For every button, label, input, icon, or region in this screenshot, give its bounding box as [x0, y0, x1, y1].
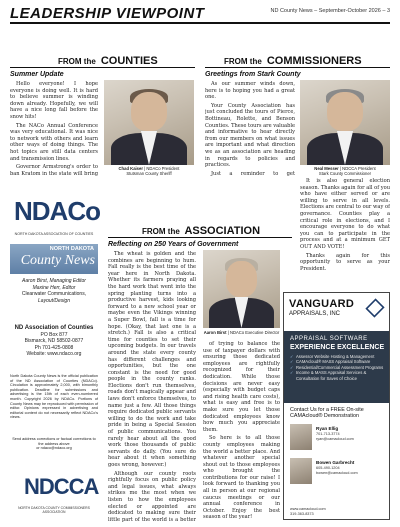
county-news-name: County News	[20, 253, 95, 268]
ad-website[interactable]: www.camacloud.com	[290, 507, 326, 511]
ad-company-name: VANGUARD	[289, 298, 355, 310]
association-head: ASSOCIATION	[184, 225, 261, 237]
commissioners-head: COMMISSIONERS	[266, 55, 362, 67]
neal-messer-caption: Neal Messer | NDCCA President Stark County Commissioner	[314, 166, 376, 176]
association-paragraph: The wheat is golden and the combines are beginning to hum. Fall really is the best time of the year here in North Dakota. Whether its farmers praying all the hard work that went into the spring planting turns into a productive harvest, kids looking forward to a new school year or maybe even the Vikings winning a Super Bowl, fall is a time for hope. (Okay, that last one is a stretch.) Fall is also a critical time for counties to set their upcoming budgets. In our travels around the state every county has different challenges and opportunities, but the one constant is the need for good people in the county ranks. Elections don't run themselves, roads don't magically appear and laws don't enforce themselves, to name just a few. All those things require dedicated public servants willing to do the work and take pride in being a Special Session of public communications. You rarely hear about all the good work those thousands of public servants do daily. (You sure do hear about it when something goes wrong, however.)	[108, 251, 196, 468]
ad-person-details	[316, 432, 354, 441]
org-website[interactable]: Website: www.ndaco.org	[26, 351, 82, 358]
ad-contact-person	[290, 424, 386, 452]
ad-phone: 319-363-8373	[290, 511, 314, 516]
masthead-sidebar	[10, 182, 98, 520]
county-news-logo	[10, 244, 98, 274]
chad-kaiser-photo	[104, 80, 194, 165]
counties-head: COUNTIES	[100, 55, 158, 67]
ad-feature-item: ✓ Assessor Website Hosting & Management	[290, 354, 386, 359]
counties-from: FROM the	[58, 57, 96, 66]
association-heading	[142, 225, 260, 237]
commissioners-article	[205, 81, 295, 177]
staff-list	[10, 278, 98, 304]
vanguard-logo-icon	[365, 298, 384, 317]
caption-county: Stutsman County Sheriff	[126, 171, 172, 176]
staff-line: Maxine Herr, Editor	[32, 284, 76, 291]
commissioners-from: FROM the	[224, 57, 262, 66]
neal-messer-photo	[300, 80, 390, 165]
org-address: Bismarck, ND 58502-0877	[24, 338, 84, 345]
ad-feature-item: ✓ Residential/Commercial Assessment Programs	[290, 365, 386, 370]
commissioners-paragraph: Just a reminder to get	[211, 170, 295, 177]
ad-contact-heading	[290, 407, 364, 420]
ad-feature-item: ✓ Income & MASS Appraisal Services & Consultation for Saves of Choice	[290, 370, 386, 381]
ad-band-heading: EXPERIENCE EXCELLENCE	[290, 344, 385, 351]
avatar	[290, 458, 312, 484]
counties-paragraph: Governor Armstrong's order to ban Kratom in the state will bring	[10, 164, 98, 177]
chad-kaiser-caption: Chad Kaiser | NDACo President Stutsman County Sheriff	[118, 166, 180, 176]
ndcca-logo-subtitle: NORTH DAKOTA COUNTY COMMISSIONERS ASSOCIATION	[18, 506, 90, 514]
org-phone: Ph 701-425-0808	[34, 344, 74, 351]
association-paragraph: of trying to balance the use of taxpayer dollars with ensuring those dedicated employees are rightfully recognized for their dedication. While those decisions are never easy (especially with budget caps and rising health care costs), what is easy and free is to make sure you let those dedicated employees know how much you appreciate them.	[203, 341, 280, 433]
association-from: FROM the	[142, 227, 180, 236]
ad-company-suffix: APPRAISALS, INC	[289, 311, 341, 317]
header-divider	[10, 22, 390, 24]
ad-contact-person	[290, 458, 386, 486]
counties-subtitle: Summer Update	[10, 71, 64, 78]
ad-contact-line: Contact Us for a FREE On-site	[290, 407, 364, 413]
caption-role: NDACo Executive Director	[229, 330, 280, 335]
counties-rule	[10, 67, 195, 68]
ad-feature-item: ✓ CAMAcloud® MASS Appraisal Software	[290, 359, 386, 364]
ad-person-email[interactable]: ryan@camacloud.com	[316, 436, 354, 441]
counties-heading	[58, 55, 158, 67]
commissioners-paragraph: As our summer winds down, here is to hoping you had a great one.	[205, 81, 295, 101]
staff-line: Clearwater Communications,	[21, 291, 87, 298]
page-title: LEADERSHIP VIEWPOINT	[10, 5, 205, 22]
association-article-continued	[203, 341, 280, 521]
association-rule	[108, 237, 292, 238]
ad-person-phone: 605-490-1204	[316, 466, 340, 470]
caption-role: NDCCA President	[342, 166, 376, 171]
commissioners-subtitle: Greetings from Stark County	[205, 71, 301, 78]
ndcca-logo	[10, 474, 98, 520]
caption-name: Aaron Birst	[203, 330, 227, 335]
ad-contact-line: CAMAcloud® Demonstration	[290, 413, 359, 420]
avatar	[290, 424, 312, 450]
corrections-email[interactable]: or ndaco@ndaco.org	[36, 446, 72, 451]
org-address: PO Box 877	[40, 331, 68, 338]
ad-person-name: Ryan Ellig	[316, 426, 339, 431]
ndaco-contact	[10, 325, 98, 358]
counties-paragraph: The NACo Annual Conference was very educational. It was nice to network with others and learn other ways of doing things. The hot topics are still data centers and transmission lines.	[10, 122, 98, 162]
issue-line: ND County News – September-October 2026 – 3	[270, 8, 390, 14]
staff-line: Layout/Design	[38, 297, 70, 304]
vanguard-advertisement[interactable]	[283, 292, 390, 520]
ad-person-name: Bowen Garbrecht	[316, 460, 355, 465]
publication-note: North Dakota County News is the official publication of the ND Association of Counties (NDACo). Circulation is approximately 2,000, with bimonthly publication. Deadline for submissions and advertising is the 15th of each even-numbered month. Copyright 2026 by NDACo. Portions of County News may be reproduced with permission of editor. Opinions expressed in advertising and editorial content do not necessarily reflect NDACo's views.	[10, 374, 98, 420]
caption-county: Stark County Commissioner	[318, 171, 372, 176]
ad-person-details	[316, 466, 358, 475]
commissioners-heading	[224, 55, 362, 67]
corrections-line: Send address corrections or factual corrections to the address above	[12, 437, 96, 446]
caption-role: NDACo President	[146, 166, 180, 171]
ndcca-logo-text: NDCCA	[24, 474, 99, 499]
association-subtitle: Reflecting on 250 Years of Government	[108, 241, 239, 248]
ad-band-title: APPRAISAL SOFTWARE	[290, 336, 368, 342]
county-news-state: NORTH DAKOTA	[49, 246, 94, 252]
aaron-birst-caption: Aaron Birst | NDACo Executive Director	[203, 330, 280, 335]
ad-footer	[290, 507, 326, 516]
association-paragraph: So here is to all those county employees making the world a better place. And whatever another special shout out to those employees who brought the contributions for our raise! I look forward to thanking you all in person at our regional caucus meetings or our annual conference in October. Enjoy the best season of the year!	[203, 435, 280, 521]
commissioners-paragraph: It is also general election season. Thanks again for all of you who have either served or are willing to serve in all levels. Elections are central to our way of governance. Counties play a critical role in elections, and I encourage everyone to do what you can to participate in the process and at a minimum GET OUT AND VOTE!	[300, 178, 390, 250]
caption-name: Neal Messer	[314, 166, 339, 171]
association-article	[108, 251, 196, 523]
commissioners-paragraph: Thanks again for this opportunity to serve as your President.	[300, 252, 390, 270]
staff-line: Aaron Birst, Managing Editor	[22, 278, 86, 284]
commissioners-paragraph: Your County Association has just concluded the tours of Pierce, Bottineau, Rolette, and Benson Counties. These tours are valuable and informative to hear directly from our members on what issues are important and what direction we as an association are heading in regards to policies and practices.	[205, 102, 295, 169]
association-paragraph: Although our county roots rightfully focus on public policy and legal issues, what always strikes me the most when we listen to how the employees elected or appointed are dedicated to making sure their little part of the world is a better	[108, 470, 196, 523]
caption-name: Chad Kaiser	[118, 166, 143, 171]
ad-feature-list	[290, 354, 386, 381]
ad-feature-band	[284, 331, 390, 403]
commissioners-rule	[205, 67, 390, 68]
counties-article	[10, 81, 98, 177]
ad-person-email[interactable]: bowen@camacloud.com	[316, 470, 358, 475]
org-name: ND Association of Counties	[14, 325, 94, 331]
aaron-birst-photo	[203, 250, 280, 328]
ad-person-phone: 701-713-3774	[316, 432, 340, 436]
ndaco-logo-text: NDACo	[14, 196, 100, 226]
ndaco-logo-subtitle: NORTH DAKOTA ASSOCIATION OF COUNTIES	[14, 232, 94, 236]
counties-paragraph: Hello everyone! I hope everyone is doing well. It is hard to believe summer is winding down already. Hopefully, we will have a nice long fall before the snow hits!	[10, 81, 98, 120]
ndaco-logo	[10, 196, 98, 242]
commissioners-article-continued	[300, 178, 390, 270]
corrections-note	[10, 437, 98, 451]
